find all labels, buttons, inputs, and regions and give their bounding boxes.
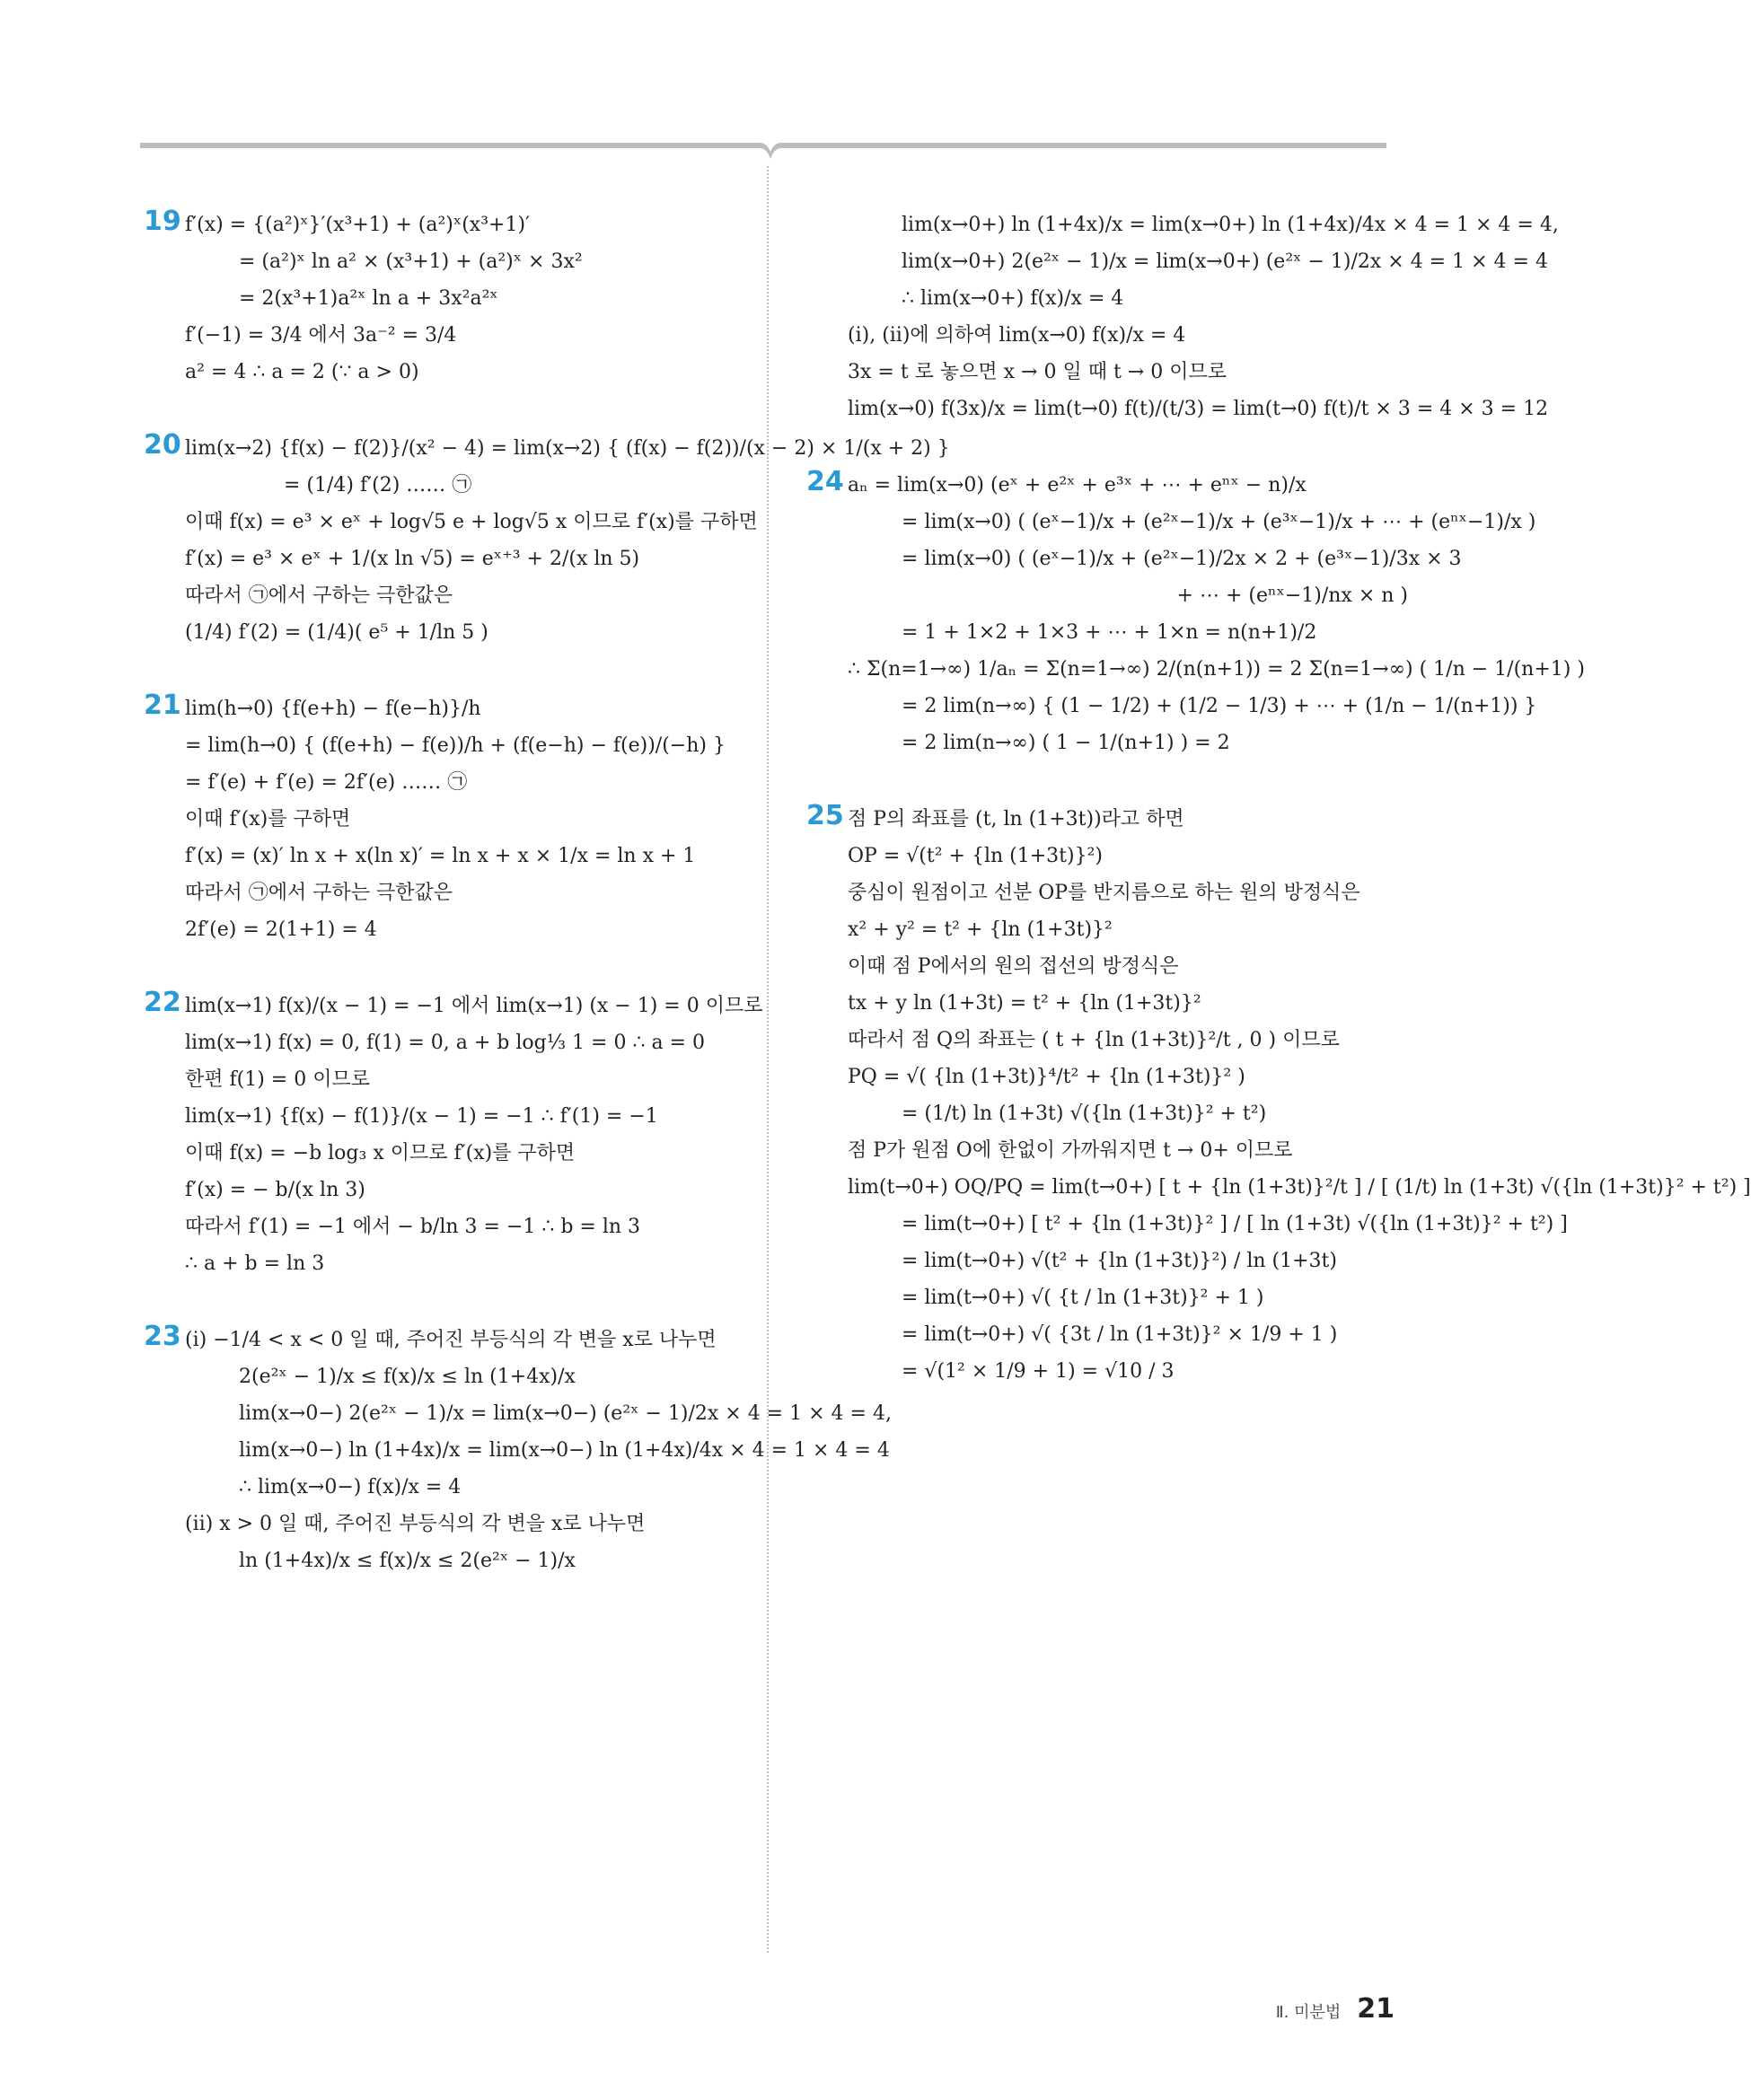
problem-number: 20 xyxy=(144,429,181,461)
solution-line: ∴ lim(x→0−) f(x)/x = 4 xyxy=(239,1476,462,1498)
column-separator xyxy=(767,166,769,1953)
problem-solution xyxy=(144,206,754,391)
solution-line: 이때 f(x) = e³ × eˣ + log√5 e + log√5 x 이므로 f′(x)를 구하면 xyxy=(185,511,758,533)
solution-line: f′(x) = (x)′ ln x + x(ln x)′ = ln x + x × 1/x = ln x + 1 xyxy=(185,845,696,867)
solution-line: = lim(x→0) ( (eˣ−1)/x + (e²ˣ−1)/2x × 2 + (e³ˣ−1)/3x × 3 xyxy=(902,548,1462,570)
problem-number: 25 xyxy=(806,800,844,831)
solution-line: 중심이 원점이고 선분 OP를 반지름으로 하는 원의 방정식은 xyxy=(848,882,1360,904)
problem-number: 19 xyxy=(144,206,181,237)
solution-line: 따라서 ㉠에서 구하는 극한값은 xyxy=(185,584,453,607)
solution-line: lim(x→1) f(x) = 0, f(1) = 0, a + b log⅓ 1 = 0 ∴ a = 0 xyxy=(185,1032,705,1054)
solution-line: 따라서 점 Q의 좌표는 ( t + {ln (1+3t)}²/t , 0 ) 이므로 xyxy=(848,1029,1340,1051)
problem-solution xyxy=(144,690,754,948)
solution-line: 이때 f(x) = −b log₃ x 이므로 f′(x)를 구하면 xyxy=(185,1142,576,1164)
footer-section: Ⅱ. 미분법 xyxy=(1275,2003,1342,2022)
page-number: 21 xyxy=(1357,1993,1395,2025)
solution-line: lim(x→1) f(x)/(x − 1) = −1 에서 lim(x→1) (x − 1) = 0 이므로 xyxy=(185,995,763,1017)
solution-line: x² + y² = t² + {ln (1+3t)}² xyxy=(848,918,1113,941)
problem-solution xyxy=(806,800,1751,1390)
solution-line: = 2 lim(n→∞) ( 1 − 1/(n+1) ) = 2 xyxy=(902,732,1230,754)
solution-line: (ⅰ) −1/4 < x < 0 일 때, 주어진 부등식의 각 변을 x로 나누면 xyxy=(185,1329,717,1351)
problem-number: 24 xyxy=(806,466,844,497)
problem-number: 23 xyxy=(144,1321,181,1352)
solution-line: (ⅰ), (ⅱ)에 의하여 lim(x→0) f(x)/x = 4 xyxy=(848,324,1186,347)
solution-line: f′(−1) = 3/4 에서 3a⁻² = 3/4 xyxy=(185,324,457,347)
solution-line: = (1/t) ln (1+3t) √({ln (1+3t)}² + t²) xyxy=(902,1103,1267,1125)
solution-line: = lim(t→0+) √( {t / ln (1+3t)}² + 1 ) xyxy=(902,1287,1264,1309)
solution-line: = lim(x→0) ( (eˣ−1)/x + (e²ˣ−1)/x + (e³ˣ−1)/x + ⋯ + (eⁿˣ−1)/x ) xyxy=(902,511,1536,533)
solution-line: 점 P의 좌표를 (t, ln (1+3t))라고 하면 xyxy=(848,808,1184,830)
solution-line: a² = 4 ∴ a = 2 (∵ a > 0) xyxy=(185,361,419,383)
right-column xyxy=(806,206,1751,1429)
solution-line: lim(x→1) {f(x) − f(1)}/(x − 1) = −1 ∴ f′(1) = −1 xyxy=(185,1105,658,1128)
solution-line: (ⅱ) x > 0 일 때, 주어진 부등식의 각 변을 x로 나누면 xyxy=(185,1513,646,1535)
solution-line: = lim(t→0+) [ t² + {ln (1+3t)}² ] / [ ln (1+3t) √({ln (1+3t)}² + t²) ] xyxy=(902,1213,1568,1235)
solution-line: 점 P가 원점 O에 한없이 가까워지면 t → 0+ 이므로 xyxy=(848,1139,1293,1162)
solution-line: = f′(e) + f′(e) = 2f′(e) …… ㉠ xyxy=(185,771,468,794)
solution-line: ln (1+4x)/x ≤ f(x)/x ≤ 2(e²ˣ − 1)/x xyxy=(239,1550,576,1572)
solution-line: 2f′(e) = 2(1+1) = 4 xyxy=(185,918,377,941)
problem-solution xyxy=(144,987,763,1282)
problem-solution xyxy=(806,466,1585,761)
problem-number: 21 xyxy=(144,690,181,721)
solution-line: f′(x) = − b/(x ln 3) xyxy=(185,1179,365,1201)
solution-line: 따라서 f′(1) = −1 에서 − b/ln 3 = −1 ∴ b = ln 3 xyxy=(185,1216,641,1238)
solution-line: lim(x→2) {f(x) − f(2)}/(x² − 4) = lim(x→2) { (f(x) − f(2))/(x − 2) × 1/(x + 2) } xyxy=(185,437,950,460)
solution-line: f′(x) = {(a²)ˣ}′(x³+1) + (a²)ˣ(x³+1)′ xyxy=(185,214,531,236)
solution-line: lim(x→0+) 2(e²ˣ − 1)/x = lim(x→0+) (e²ˣ − 1)/2x × 4 = 1 × 4 = 4 xyxy=(902,250,1548,273)
solution-line: tx + y ln (1+3t) = t² + {ln (1+3t)}² xyxy=(848,992,1201,1015)
solution-line: OP = √(t² + {ln (1+3t)}²) xyxy=(848,845,1103,867)
solution-line: = (1/4) f′(2) …… ㉠ xyxy=(284,474,472,496)
solution-line: ∴ Σ(n=1→∞) 1/aₙ = Σ(n=1→∞) 2/(n(n+1)) = 2 Σ(n=1→∞) ( 1/n − 1/(n+1) ) xyxy=(848,658,1585,681)
problem-solution xyxy=(144,1321,892,1579)
solution-line: ∴ lim(x→0+) f(x)/x = 4 xyxy=(902,287,1124,310)
problem-solution xyxy=(806,206,1559,427)
problem-number: 22 xyxy=(144,987,181,1018)
solution-line: 이때 점 P에서의 원의 접선의 방정식은 xyxy=(848,955,1179,978)
solution-line: 한편 f(1) = 0 이므로 xyxy=(185,1068,370,1091)
solution-line: 이때 f′(x)를 구하면 xyxy=(185,808,351,830)
solution-line: PQ = √( {ln (1+3t)}⁴/t² + {ln (1+3t)}² ) xyxy=(848,1066,1245,1088)
solution-line: (1/4) f′(2) = (1/4)( e⁵ + 1/ln 5 ) xyxy=(185,621,488,644)
solution-line: = (a²)ˣ ln a² × (x³+1) + (a²)ˣ × 3x² xyxy=(239,250,583,273)
solution-line: lim(x→0−) 2(e²ˣ − 1)/x = lim(x→0−) (e²ˣ − 1)/2x × 4 = 1 × 4 = 4, xyxy=(239,1402,892,1425)
page-footer xyxy=(1276,1993,1395,2025)
solution-line: = lim(h→0) { (f(e+h) − f(e))/h + (f(e−h) − f(e))/(−h) } xyxy=(185,734,726,757)
solution-line: lim(t→0+) OQ/PQ = lim(t→0+) [ t + {ln (1+3t)}²/t ] / [ (1/t) ln (1+3t) √({ln (1+3t)}² + t²) ] xyxy=(848,1176,1751,1199)
solution-line: ∴ a + b = ln 3 xyxy=(185,1252,325,1275)
solution-line: aₙ = lim(x→0) (eˣ + e²ˣ + e³ˣ + ⋯ + eⁿˣ − n)/x xyxy=(848,474,1307,496)
solution-line: 2(e²ˣ − 1)/x ≤ f(x)/x ≤ ln (1+4x)/x xyxy=(239,1366,576,1388)
solution-line: = lim(t→0+) √( {3t / ln (1+3t)}² × 1/9 + 1 ) xyxy=(902,1323,1338,1346)
solution-line: = lim(t→0+) √(t² + {ln (1+3t)}²) / ln (1+3t) xyxy=(902,1250,1337,1272)
solution-line: 따라서 ㉠에서 구하는 극한값은 xyxy=(185,882,453,904)
top-divider xyxy=(140,139,1386,163)
solution-line: lim(x→0+) ln (1+4x)/x = lim(x→0+) ln (1+4x)/4x × 4 = 1 × 4 = 4, xyxy=(902,214,1559,236)
solution-line: lim(x→0−) ln (1+4x)/x = lim(x→0−) ln (1+4x)/4x × 4 = 1 × 4 = 4 xyxy=(239,1439,890,1462)
solution-line: lim(x→0) f(3x)/x = lim(t→0) f(t)/(t/3) = lim(t→0) f(t)/t × 3 = 4 × 3 = 12 xyxy=(848,398,1549,420)
solution-line: lim(h→0) {f(e+h) − f(e−h)}/h xyxy=(185,698,481,720)
solution-line: = 1 + 1×2 + 1×3 + ⋯ + 1×n = n(n+1)/2 xyxy=(902,621,1317,644)
problem-solution xyxy=(144,429,950,651)
solution-line: + ⋯ + (eⁿˣ−1)/nx × n ) xyxy=(1176,584,1408,607)
solution-line: = √(1² × 1/9 + 1) = √10 / 3 xyxy=(902,1360,1175,1383)
solution-line: f′(x) = e³ × eˣ + 1/(x ln √5) = eˣ⁺³ + 2/(x ln 5) xyxy=(185,548,640,570)
solution-line: = 2 lim(n→∞) { (1 − 1/2) + (1/2 − 1/3) + ⋯ + (1/n − 1/(n+1)) } xyxy=(902,695,1537,717)
solution-line: 3x = t 로 놓으면 x → 0 일 때 t → 0 이므로 xyxy=(848,361,1227,383)
solution-line: = 2(x³+1)a²ˣ ln a + 3x²a²ˣ xyxy=(239,287,498,310)
